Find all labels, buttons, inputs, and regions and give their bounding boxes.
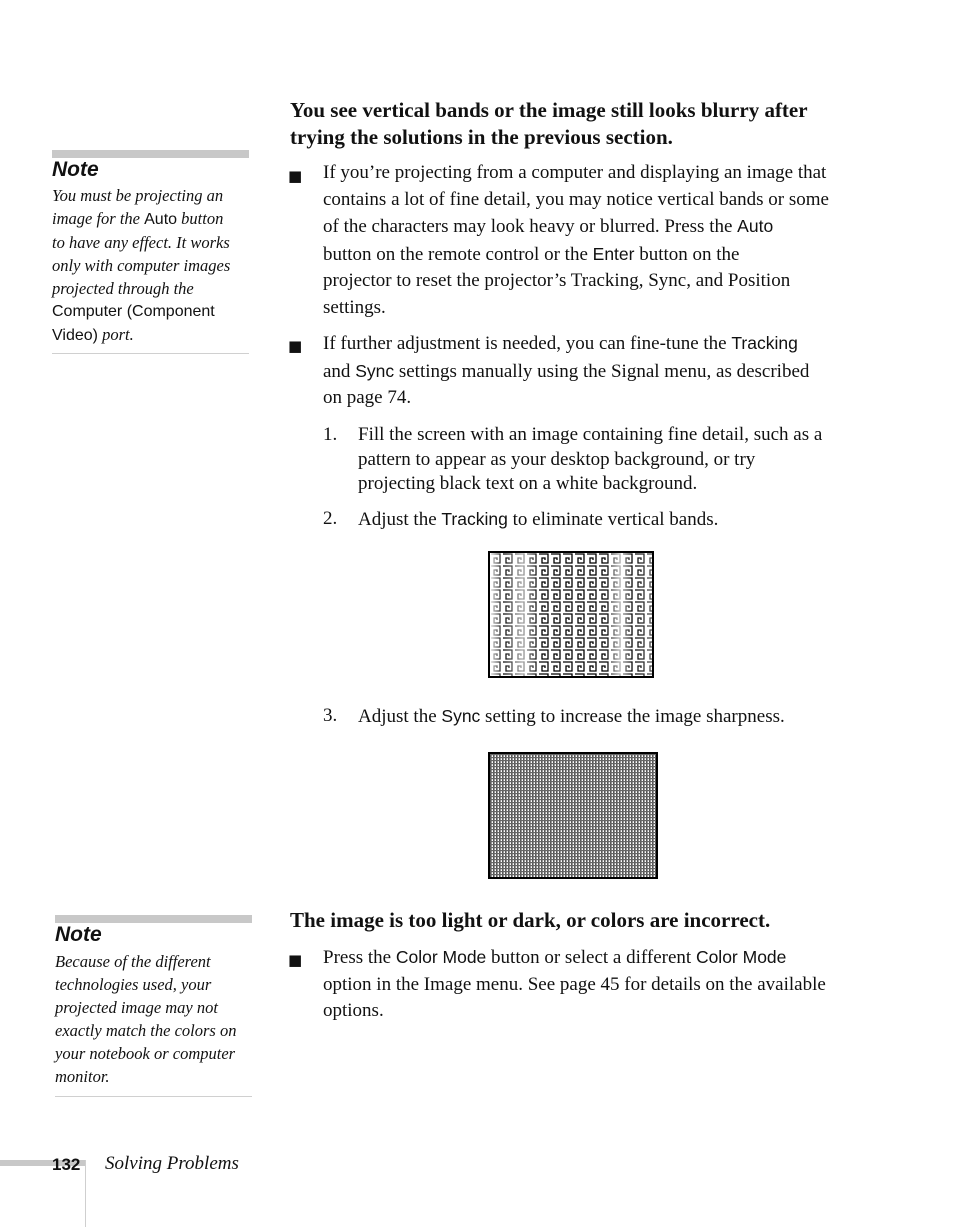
list-item: ■ If you’re projecting from a computer and displaying an image that contains a lot of fine detail, you may notice vertical bands or some of the characters may look heavy or blurred. Press the Auto button on the remote control or the Enter button on the projector to reset the projector’s Tracking, Sync, and Position settings. (288, 162, 829, 318)
sync-example-image (488, 752, 658, 879)
note-text: Because of the different technologies used, your projected image may not exactly match the colors on your notebook or computer monitor. (55, 952, 237, 1086)
note-title: Note (55, 923, 102, 946)
page-number: 132 (52, 1155, 81, 1174)
footer-section-title: Solving Problems (105, 1153, 239, 1174)
section-heading: The image is too light or dark, or colors are incorrect. (290, 908, 771, 932)
numbered-step: 1. Fill the screen with an image containing fine detail, such as a pattern to appear as your desktop background, or try projecting black text on a white background. (323, 424, 823, 494)
tracking-example-image (488, 551, 654, 678)
list-item: ■ If further adjustment is needed, you can fine-tune the Tracking and Sync settings manually using the Signal menu, as described on page 74. (288, 333, 810, 408)
note-divider (52, 353, 249, 354)
numbered-step: 3. Adjust the Sync setting to increase the image sharpness. (323, 705, 785, 727)
bullet-mark: ■ (288, 951, 303, 969)
bullet-mark: ■ (288, 167, 303, 185)
numbered-step: 2. Adjust the Tracking to eliminate vertical bands. (323, 508, 719, 530)
note-bar (55, 915, 252, 923)
note-title: Note (52, 158, 99, 181)
list-item: ■ Press the Color Mode button or select a different Color Mode option in the Image menu. See page 45 for details on the available options. (288, 947, 826, 1021)
footer-divider (85, 1160, 86, 1227)
note-divider (55, 1096, 252, 1097)
section-heading: You see vertical bands or the image still looks blurry after trying the solutions in the previous section. (290, 98, 808, 149)
note-text: You must be projecting an image for the Auto button to have any effect. It works only with computer images projected through the Computer (Component Video) port. (52, 186, 231, 344)
note-bar (52, 150, 249, 158)
bullet-mark: ■ (288, 337, 303, 355)
